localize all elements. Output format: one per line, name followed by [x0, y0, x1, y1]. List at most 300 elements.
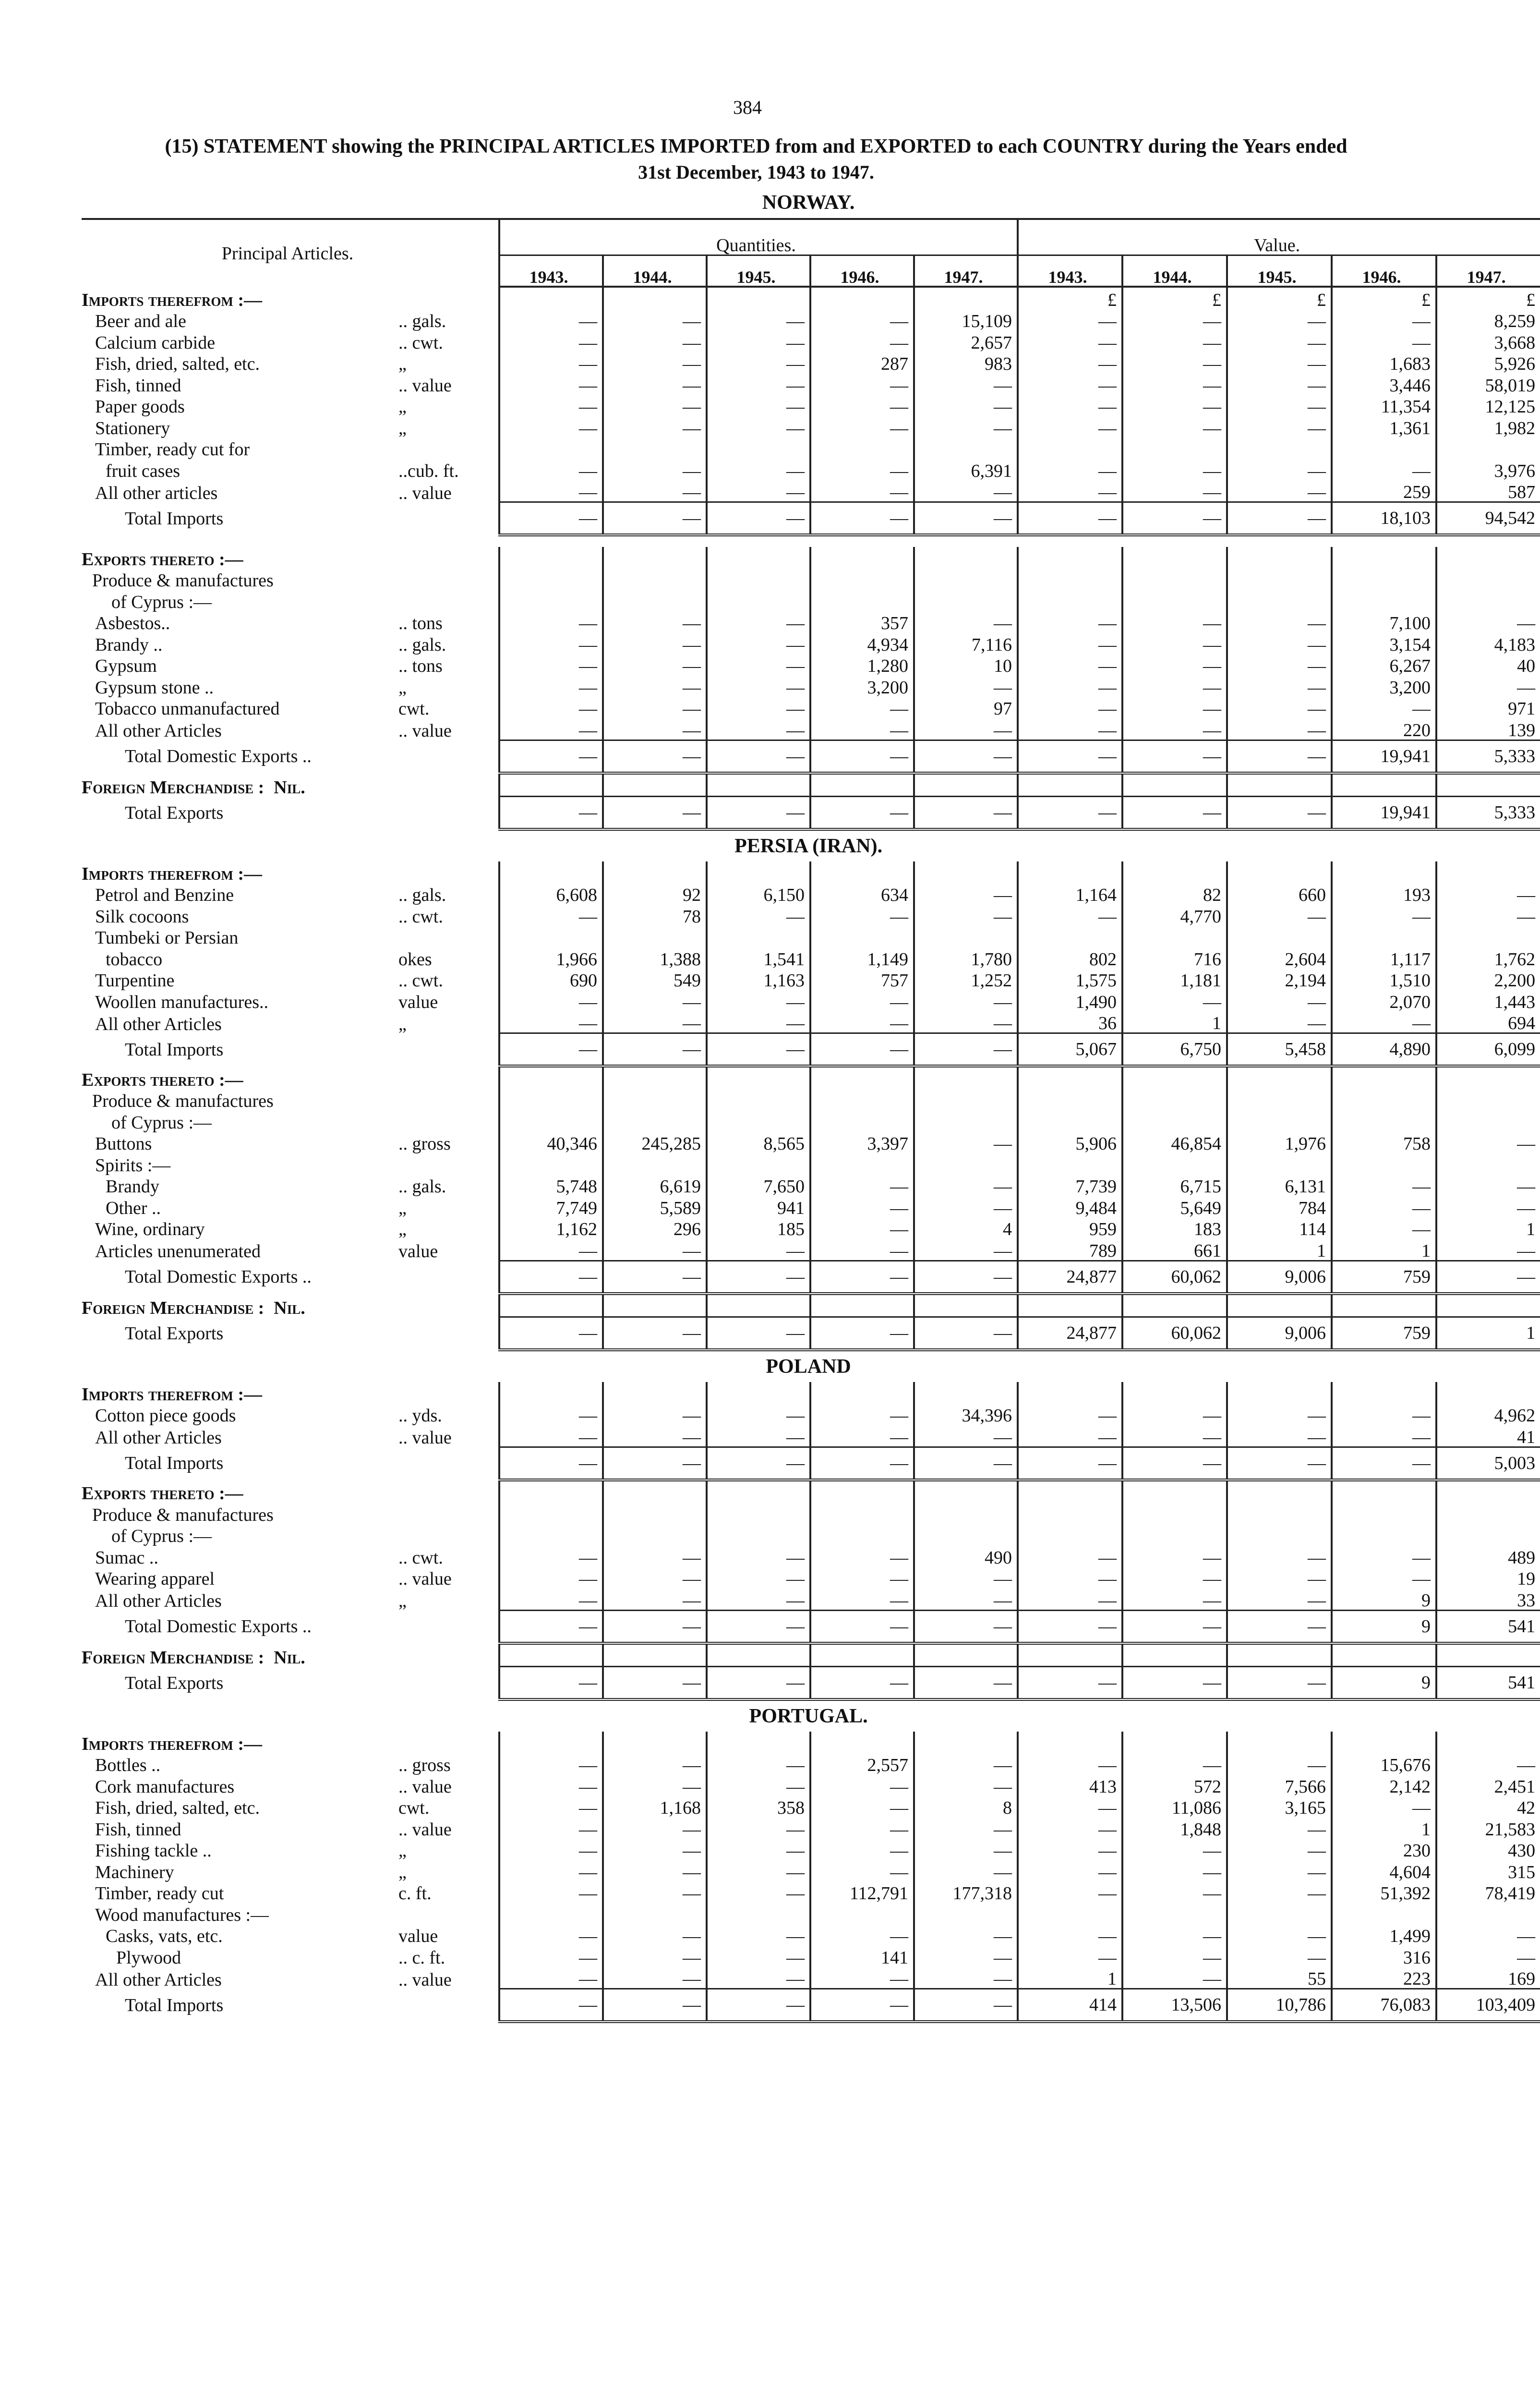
- value-cell: 413: [1018, 1774, 1122, 1796]
- blank-cell: [810, 569, 914, 590]
- blank-cell: [1227, 1089, 1332, 1111]
- value-cell: 414: [1018, 1989, 1122, 2022]
- quantity-cell: —: [499, 480, 603, 502]
- unit-label: [398, 1903, 499, 1924]
- quantity-cell: —: [914, 1667, 1018, 1700]
- unit-label: .. cwt.: [398, 970, 443, 991]
- value-cell: [1436, 1480, 1540, 1503]
- blank-cell: [810, 1503, 914, 1524]
- section-label: Exports thereto :—: [82, 1483, 243, 1504]
- quantity-cell: 78: [603, 904, 707, 926]
- quantity-cell: —: [810, 1545, 914, 1567]
- value-cell: [1332, 547, 1436, 569]
- quantity-cell: —: [603, 1924, 707, 1946]
- value-cell: —: [1018, 697, 1122, 718]
- foreign-merchandise-row: [82, 773, 1540, 797]
- quantity-cell: [810, 1903, 914, 1924]
- quantity-cell: [914, 926, 1018, 947]
- quantity-cell: —: [707, 632, 810, 654]
- value-cell: —: [1122, 718, 1227, 740]
- blank-cell: [1436, 773, 1540, 797]
- article-row: [82, 1817, 1540, 1839]
- value-cell: [1436, 1382, 1540, 1404]
- quantity-cell: —: [810, 1011, 914, 1033]
- quantity-cell: —: [707, 904, 810, 926]
- value-cell: 1: [1332, 1817, 1436, 1839]
- blank-cell: [1227, 1524, 1332, 1546]
- quantity-cell: —: [707, 1567, 810, 1589]
- value-cell: [1018, 1066, 1122, 1089]
- quantity-cell: —: [499, 459, 603, 480]
- value-cell: 784: [1227, 1196, 1332, 1217]
- quantity-cell: —: [707, 459, 810, 480]
- value-cell: 103,409: [1436, 1989, 1540, 2022]
- value-cell: 6,715: [1122, 1175, 1227, 1196]
- quantity-cell: —: [499, 1860, 603, 1881]
- quantity-cell: —: [810, 1774, 914, 1796]
- value-cell: 94,542: [1436, 502, 1540, 535]
- value-cell: [1018, 1903, 1122, 1924]
- value-cell: 2,604: [1227, 947, 1332, 969]
- article-name: Other ..: [106, 1198, 161, 1218]
- value-cell: 3,668: [1436, 330, 1540, 352]
- value-cell: [1227, 437, 1332, 459]
- quantity-cell: 40,346: [499, 1132, 603, 1153]
- total-label: Total Exports: [125, 802, 224, 823]
- value-cell: 716: [1122, 947, 1227, 969]
- total-label: Total Imports: [125, 508, 224, 529]
- quantity-cell: —: [499, 990, 603, 1011]
- article-name: All other Articles: [95, 1969, 222, 1990]
- value-cell: [1018, 1732, 1122, 1753]
- foreign-merchandise-row: [82, 1643, 1540, 1667]
- article-name: Fish, dried, salted, etc.: [95, 354, 260, 374]
- subheading-label: of Cyprus :—: [111, 1526, 212, 1546]
- value-cell: —: [1018, 309, 1122, 331]
- quantity-cell: 5,589: [603, 1196, 707, 1217]
- quantity-cell: 1,780: [914, 947, 1018, 969]
- unit-label: .. value: [398, 1969, 452, 1990]
- blank-cell: [1332, 1089, 1436, 1111]
- total-label: Total Exports: [125, 1673, 224, 1693]
- quantity-cell: —: [499, 1238, 603, 1261]
- value-cell: 6,267: [1332, 654, 1436, 676]
- quantity-cell: 1,168: [603, 1796, 707, 1818]
- quantity-cell: [499, 1732, 603, 1753]
- value-cell: 1: [1122, 1011, 1227, 1033]
- page-number: 384: [733, 97, 762, 118]
- quantity-cell: [603, 437, 707, 459]
- quantity-cell: —: [603, 1261, 707, 1294]
- quantity-cell: —: [603, 1945, 707, 1967]
- value-cell: [1122, 1480, 1227, 1503]
- value-cell: 1,848: [1122, 1817, 1227, 1839]
- value-cell: 802: [1018, 947, 1122, 969]
- unit-label: .. cwt.: [398, 332, 443, 353]
- value-cell: —: [1227, 1860, 1332, 1881]
- unit-label: value: [398, 1926, 438, 1946]
- total-label: Total Imports: [125, 1453, 224, 1474]
- value-cell: 46,854: [1122, 1132, 1227, 1153]
- blank-cell: [499, 1294, 603, 1317]
- article-row: [82, 1153, 1540, 1175]
- article-row: [82, 1217, 1540, 1239]
- unit-label: .. gals.: [398, 311, 446, 331]
- value-cell: —: [1122, 1945, 1227, 1967]
- quantity-cell: —: [499, 1610, 603, 1643]
- quantity-cell: —: [603, 797, 707, 830]
- value-cell: 959: [1018, 1217, 1122, 1239]
- blank-cell: [914, 590, 1018, 611]
- blank-cell: [1332, 1294, 1436, 1317]
- country-heading-row: [82, 1350, 1540, 1382]
- blank-cell: [1122, 1089, 1227, 1111]
- value-cell: —: [1122, 1588, 1227, 1610]
- blank-cell: [603, 773, 707, 797]
- value-cell: 1: [1436, 1317, 1540, 1350]
- value-cell: —: [1332, 309, 1436, 331]
- value-cell: —: [1018, 1404, 1122, 1425]
- value-cell: —: [1227, 1011, 1332, 1033]
- value-cell: 19,941: [1332, 740, 1436, 773]
- value-cell: 694: [1436, 1011, 1540, 1033]
- quantity-cell: [914, 1066, 1018, 1089]
- nil-text: Nil.: [274, 777, 305, 798]
- value-cell: [1332, 926, 1436, 947]
- value-cell: [1436, 1153, 1540, 1175]
- blank-cell: [1018, 590, 1122, 611]
- quantity-cell: —: [810, 1196, 914, 1217]
- unit-label: .. cwt.: [398, 1547, 443, 1568]
- quantity-cell: —: [707, 718, 810, 740]
- value-cell: —: [1227, 1404, 1332, 1425]
- quantity-cell: —: [914, 1924, 1018, 1946]
- article-row: [82, 1903, 1540, 1924]
- quantity-cell: —: [810, 330, 914, 352]
- total-label: Total Domestic Exports ..: [125, 746, 312, 767]
- quantity-cell: [707, 1153, 810, 1175]
- unit-label: .. value: [398, 1819, 452, 1840]
- quantity-cell: —: [499, 1404, 603, 1425]
- value-cell: —: [1122, 611, 1227, 633]
- article-name: Machinery: [95, 1862, 174, 1882]
- value-cell: [1122, 1153, 1227, 1175]
- value-cell: —: [1018, 502, 1122, 535]
- quantity-cell: —: [499, 797, 603, 830]
- article-row: [82, 1196, 1540, 1217]
- blank-cell: [914, 773, 1018, 797]
- unit-label: .. c. ft.: [398, 1947, 445, 1968]
- blank-cell: [914, 569, 1018, 590]
- value-cell: —: [1018, 740, 1122, 773]
- quantity-cell: —: [499, 740, 603, 773]
- quantity-cell: —: [603, 1774, 707, 1796]
- quantity-cell: 185: [707, 1217, 810, 1239]
- quantity-cell: [499, 437, 603, 459]
- value-cell: —: [1122, 632, 1227, 654]
- value-cell: 1,976: [1227, 1132, 1332, 1153]
- value-cell: 2,194: [1227, 969, 1332, 990]
- value-cell: 1,683: [1332, 352, 1436, 374]
- value-cell: [1227, 1153, 1332, 1175]
- quantity-cell: —: [810, 1217, 914, 1239]
- quantity-cell: —: [499, 697, 603, 718]
- quantity-cell: —: [914, 1967, 1018, 1989]
- value-cell: £: [1227, 287, 1332, 309]
- quantity-cell: —: [914, 1588, 1018, 1610]
- quantity-cell: [603, 1480, 707, 1503]
- quantity-cell: [499, 861, 603, 883]
- quantity-cell: 5,748: [499, 1175, 603, 1196]
- article-row: [82, 883, 1540, 905]
- value-cell: [1436, 1066, 1540, 1089]
- value-cell: [1122, 1732, 1227, 1753]
- article-name: Sumac ..: [95, 1547, 158, 1568]
- unit-label: .. value: [398, 375, 452, 396]
- total-row: [82, 1610, 1540, 1643]
- unit-label: .. yds.: [398, 1406, 442, 1426]
- value-cell: —: [1018, 1567, 1122, 1589]
- value-cell: 430: [1436, 1839, 1540, 1860]
- blank-cell: [810, 1524, 914, 1546]
- quantity-cell: —: [914, 1011, 1018, 1033]
- value-cell: 78,419: [1436, 1881, 1540, 1903]
- quantity-cell: —: [499, 1261, 603, 1294]
- article-row: [82, 1881, 1540, 1903]
- article-row: [82, 1175, 1540, 1196]
- quantity-cell: —: [914, 1425, 1018, 1447]
- value-cell: —: [1018, 1588, 1122, 1610]
- blank-cell: [1122, 1503, 1227, 1524]
- article-row: [82, 1945, 1540, 1967]
- quantity-cell: —: [603, 1860, 707, 1881]
- quantity-cell: —: [914, 718, 1018, 740]
- quantity-cell: [707, 926, 810, 947]
- quantity-year-header: 1945.: [707, 255, 810, 287]
- blank-cell: [914, 1503, 1018, 1524]
- quantity-cell: 941: [707, 1196, 810, 1217]
- value-cell: £: [1122, 287, 1227, 309]
- quantity-cell: —: [914, 1945, 1018, 1967]
- value-cell: —: [1436, 883, 1540, 905]
- subheading-label: of Cyprus :—: [111, 592, 212, 612]
- quantity-cell: —: [707, 1404, 810, 1425]
- article-row: [82, 437, 1540, 459]
- value-cell: 9: [1332, 1610, 1436, 1643]
- value-cell: 193: [1332, 883, 1436, 905]
- blank-cell: [914, 1110, 1018, 1132]
- quantity-cell: —: [707, 1261, 810, 1294]
- quantity-cell: —: [810, 1610, 914, 1643]
- blank-cell: [1227, 1110, 1332, 1132]
- value-cell: —: [1122, 373, 1227, 395]
- quantity-cell: —: [810, 1033, 914, 1067]
- quantity-cell: —: [499, 416, 603, 437]
- foreign-merchandise-text: Foreign Merchandise :: [82, 777, 265, 798]
- quantity-cell: —: [914, 1753, 1018, 1775]
- value-cell: —: [1122, 416, 1227, 437]
- value-cell: —: [1122, 1839, 1227, 1860]
- value-cell: —: [1227, 352, 1332, 374]
- value-cell: 1: [1436, 1217, 1540, 1239]
- value-cell: 230: [1332, 1839, 1436, 1860]
- subheading-row: [82, 590, 1540, 611]
- value-cell: —: [1122, 697, 1227, 718]
- value-cell: [1436, 1903, 1540, 1924]
- unit-label: „: [398, 1591, 407, 1611]
- quantity-cell: —: [499, 1567, 603, 1589]
- value-cell: —: [1436, 1924, 1540, 1946]
- article-name: Fishing tackle ..: [95, 1841, 212, 1861]
- quantity-cell: —: [499, 632, 603, 654]
- quantity-cell: 6,619: [603, 1175, 707, 1196]
- unit-label: „: [398, 1841, 407, 1861]
- quantity-cell: —: [499, 1839, 603, 1860]
- article-name: Fish, tinned: [95, 375, 181, 396]
- quantity-cell: 357: [810, 611, 914, 633]
- value-cell: 1,490: [1018, 990, 1122, 1011]
- value-cell: 259: [1332, 480, 1436, 502]
- quantity-cell: 34,396: [914, 1404, 1018, 1425]
- quantity-cell: —: [603, 1425, 707, 1447]
- value-cell: 541: [1436, 1610, 1540, 1643]
- quantity-cell: —: [499, 309, 603, 331]
- quantity-cell: —: [810, 1839, 914, 1860]
- quantity-cell: 177,318: [914, 1881, 1018, 1903]
- article-name: Gypsum: [95, 656, 157, 676]
- quantity-cell: 757: [810, 969, 914, 990]
- quantity-cell: —: [499, 1545, 603, 1567]
- value-cell: 12,125: [1436, 395, 1540, 416]
- value-cell: 40: [1436, 654, 1540, 676]
- value-cell: [1018, 1480, 1122, 1503]
- value-cell: 1: [1332, 1238, 1436, 1261]
- unit-label: cwt.: [398, 699, 430, 719]
- value-cell: —: [1122, 395, 1227, 416]
- quantity-cell: —: [810, 718, 914, 740]
- value-cell: 1,982: [1436, 416, 1540, 437]
- article-row: [82, 1860, 1540, 1881]
- quantity-cell: 1,163: [707, 969, 810, 990]
- value-cell: —: [1332, 330, 1436, 352]
- value-cell: —: [1227, 1945, 1332, 1967]
- value-cell: 1,575: [1018, 969, 1122, 990]
- quantity-cell: —: [810, 1261, 914, 1294]
- blank-cell: [1332, 1524, 1436, 1546]
- total-label: Total Imports: [125, 1039, 224, 1060]
- value-cell: 11,354: [1332, 395, 1436, 416]
- value-cell: 76,083: [1332, 1989, 1436, 2022]
- unit-label: .. gross: [398, 1755, 451, 1775]
- quantity-cell: [707, 1732, 810, 1753]
- value-cell: —: [1332, 904, 1436, 926]
- value-cell: —: [1018, 611, 1122, 633]
- value-cell: —: [1436, 1945, 1540, 1967]
- quantity-cell: —: [810, 459, 914, 480]
- quantity-cell: —: [810, 1989, 914, 2022]
- value-cell: 971: [1436, 697, 1540, 718]
- unit-label: „: [398, 1862, 407, 1882]
- value-cell: 5,926: [1436, 352, 1540, 374]
- subheading-label: Produce & manufactures: [92, 570, 274, 591]
- quantity-cell: [914, 861, 1018, 883]
- article-row: [82, 904, 1540, 926]
- quantity-cell: —: [603, 718, 707, 740]
- quantity-cell: —: [603, 697, 707, 718]
- value-cell: —: [1332, 1196, 1436, 1217]
- quantity-cell: [603, 1732, 707, 1753]
- article-name: Casks, vats, etc.: [106, 1926, 223, 1946]
- quantity-cell: —: [810, 1447, 914, 1480]
- quantities-header: Quantities.: [499, 219, 1018, 255]
- quantity-cell: —: [707, 1317, 810, 1350]
- quantity-cell: —: [914, 1774, 1018, 1796]
- unit-label: „: [398, 677, 407, 698]
- quantity-cell: 141: [810, 1945, 914, 1967]
- quantity-cell: —: [914, 883, 1018, 905]
- value-cell: [1122, 1066, 1227, 1089]
- quantity-cell: —: [499, 1817, 603, 1839]
- value-cell: 60,062: [1122, 1261, 1227, 1294]
- blank-cell: [1332, 590, 1436, 611]
- value-cell: —: [1227, 632, 1332, 654]
- value-cell: £: [1018, 287, 1122, 309]
- value-cell: —: [1018, 797, 1122, 830]
- quantity-cell: 8,565: [707, 1132, 810, 1153]
- quantity-cell: —: [914, 1317, 1018, 1350]
- article-row: [82, 947, 1540, 969]
- value-cell: —: [1436, 1132, 1540, 1153]
- value-cell: —: [1436, 1238, 1540, 1261]
- value-cell: [1122, 1382, 1227, 1404]
- value-header: Value.: [1018, 219, 1540, 255]
- value-cell: —: [1227, 1545, 1332, 1567]
- value-cell: [1122, 926, 1227, 947]
- subheading-row: [82, 569, 1540, 590]
- article-name: All other Articles: [95, 1591, 222, 1611]
- article-name: Articles unenumerated: [95, 1241, 261, 1261]
- value-cell: —: [1227, 611, 1332, 633]
- section-row: [82, 287, 1540, 309]
- quantity-cell: [810, 1732, 914, 1753]
- value-cell: —: [1332, 459, 1436, 480]
- article-name: Cotton piece goods: [95, 1406, 236, 1426]
- quantity-cell: 97: [914, 697, 1018, 718]
- value-cell: 19: [1436, 1567, 1540, 1589]
- quantity-cell: —: [914, 1261, 1018, 1294]
- quantity-cell: —: [707, 990, 810, 1011]
- value-cell: —: [1122, 740, 1227, 773]
- value-cell: —: [1018, 1753, 1122, 1775]
- blank-cell: [1227, 590, 1332, 611]
- value-cell: 9,006: [1227, 1261, 1332, 1294]
- value-cell: 82: [1122, 883, 1227, 905]
- quantity-cell: —: [810, 1667, 914, 1700]
- total-row: [82, 740, 1540, 773]
- value-cell: 223: [1332, 1967, 1436, 1989]
- value-cell: 24,877: [1018, 1317, 1122, 1350]
- article-name: tobacco: [106, 949, 163, 970]
- value-cell: —: [1018, 1881, 1122, 1903]
- value-cell: —: [1227, 1425, 1332, 1447]
- unit-label: .. cwt.: [398, 906, 443, 927]
- quantity-cell: 690: [499, 969, 603, 990]
- value-cell: [1436, 437, 1540, 459]
- value-cell: 169: [1436, 1967, 1540, 1989]
- quantity-cell: —: [707, 675, 810, 697]
- value-cell: 1,762: [1436, 947, 1540, 969]
- value-cell: —: [1436, 904, 1540, 926]
